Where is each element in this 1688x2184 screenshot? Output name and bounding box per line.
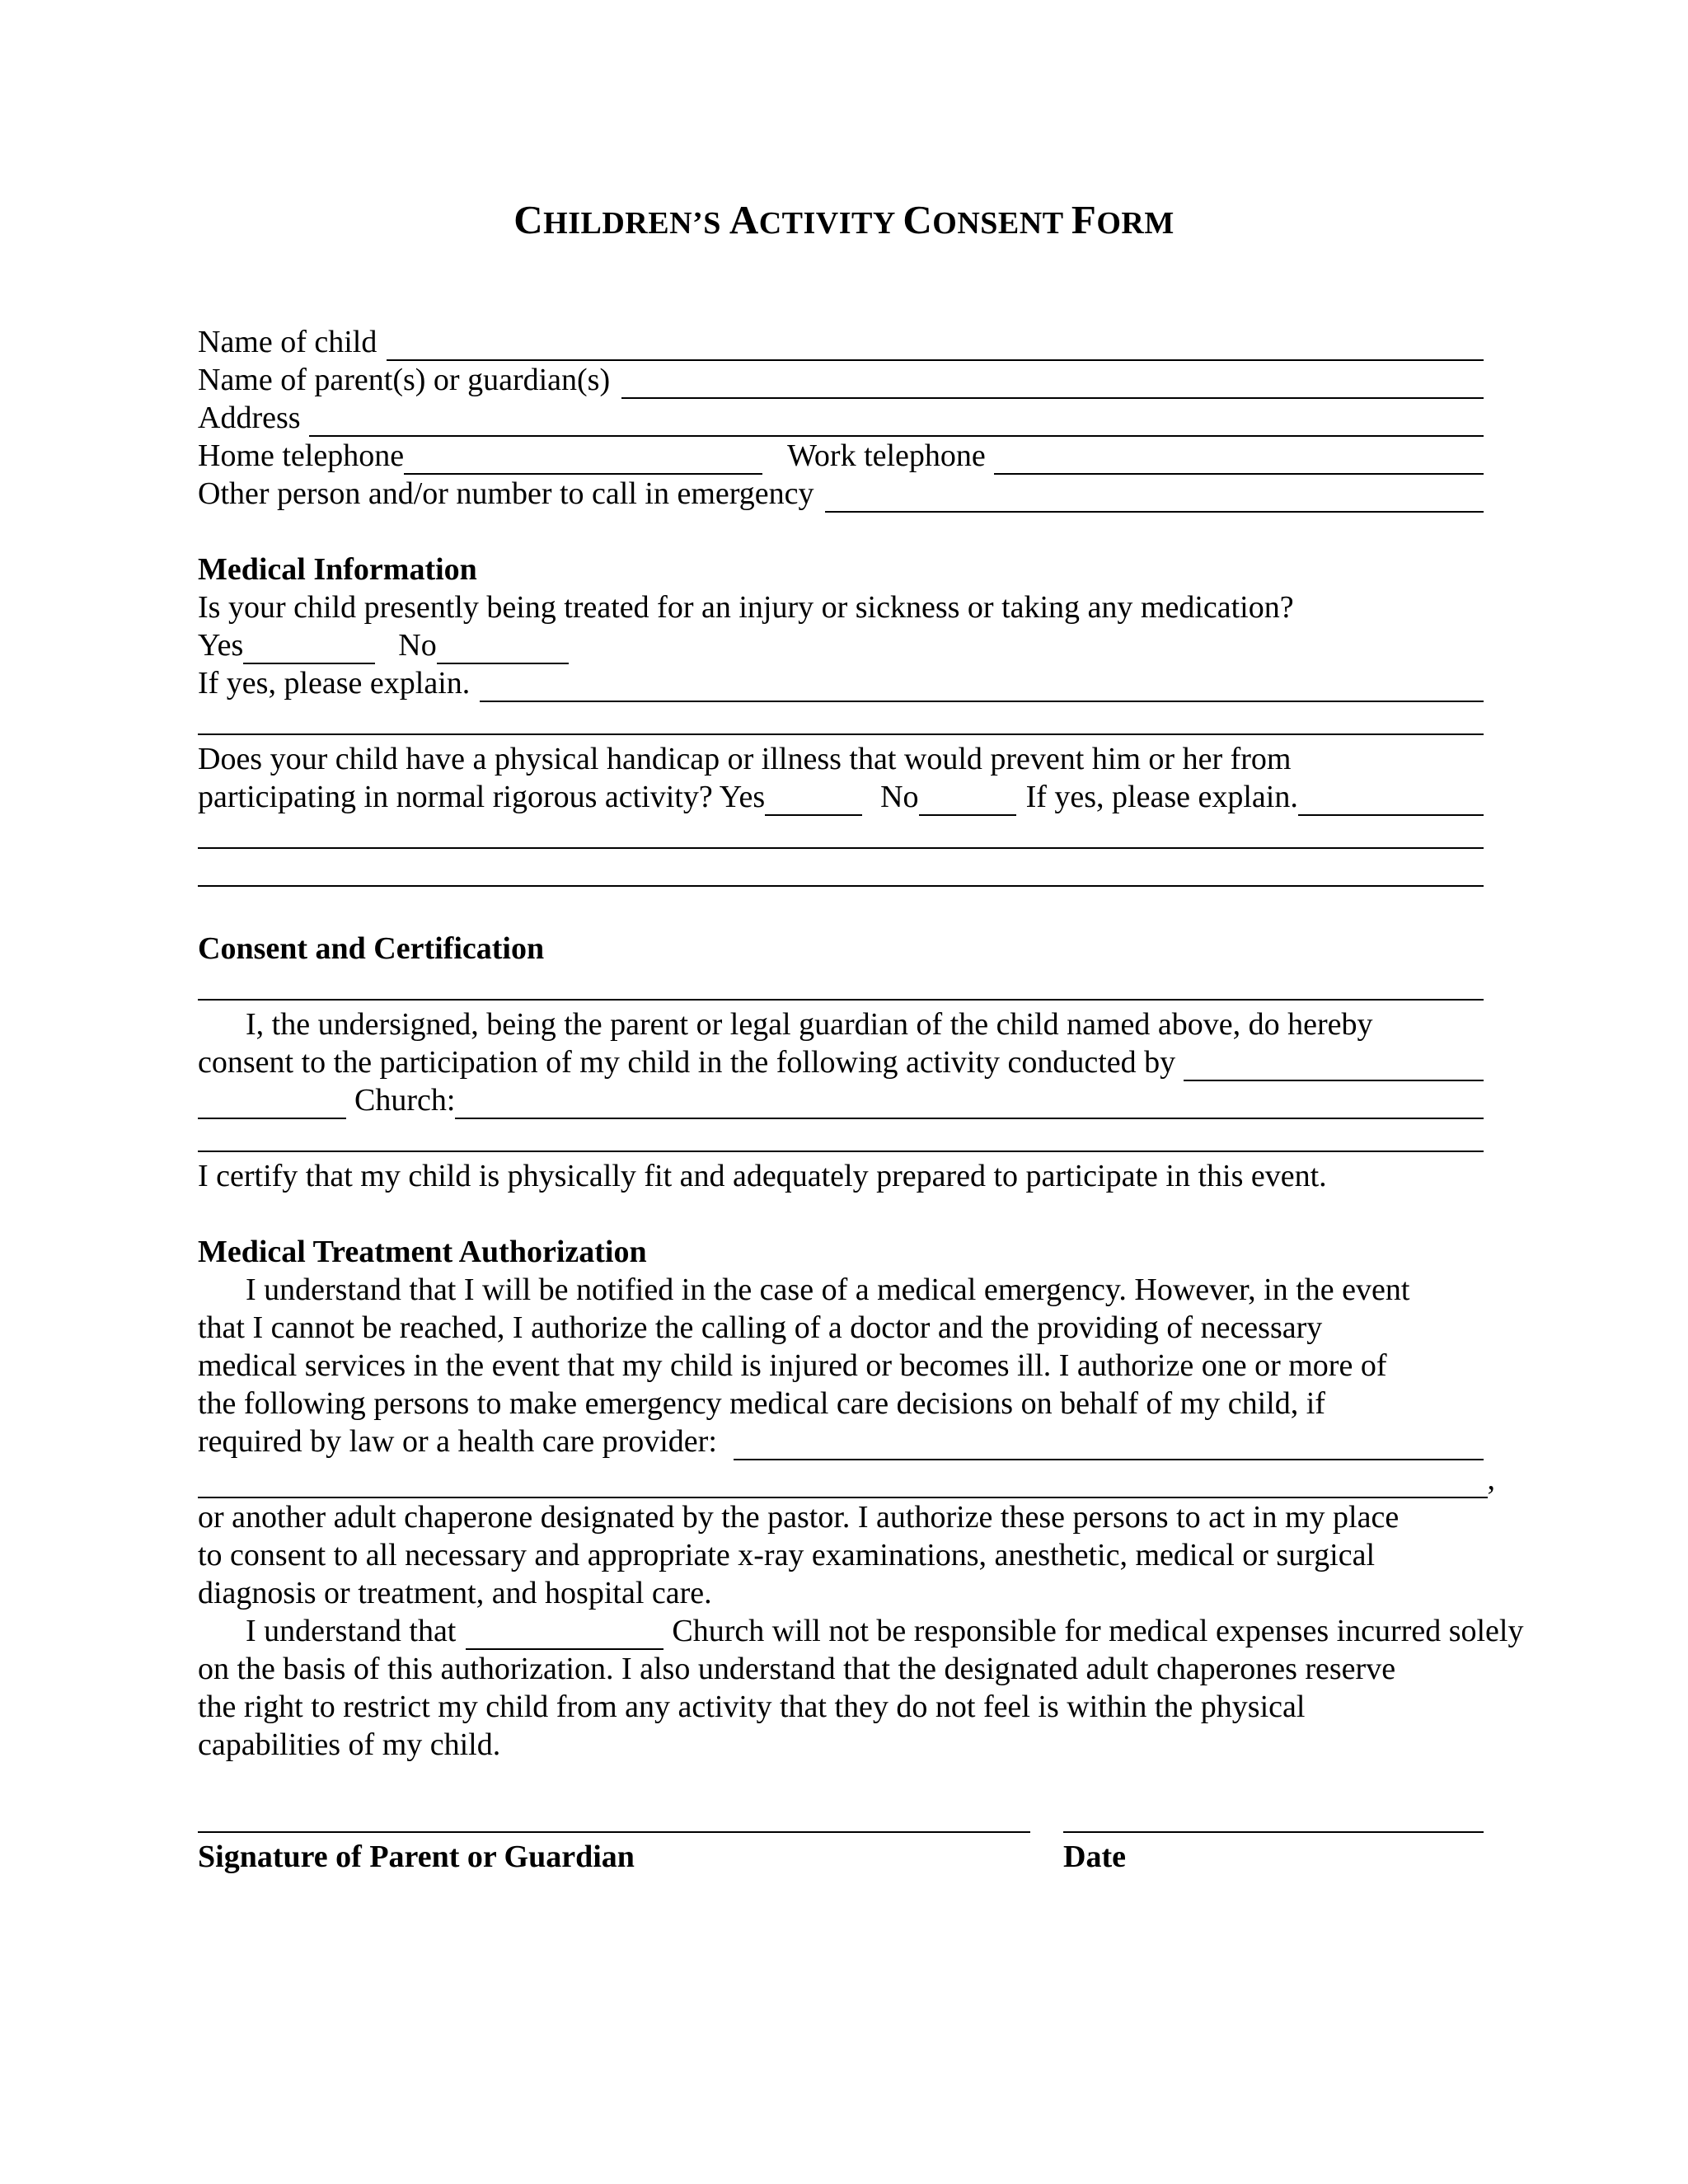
consent-line-2	[198, 1043, 1484, 1081]
explain-label: If yes, please explain.	[198, 666, 471, 701]
treatment-line-12: capabilities of my child.	[198, 1727, 501, 1762]
authorized-persons-row-2	[198, 1460, 1495, 1498]
certify-text: I certify that my child is physically fit and adequately prepared to participate in this event.	[198, 1159, 1327, 1193]
authorized-persons-field-2[interactable]	[198, 1469, 1488, 1498]
treatment-line-1: I understand that I will be notified in the case of a medical emergency. However, in the event	[246, 1272, 1410, 1307]
explain-line-2[interactable]	[198, 732, 1484, 735]
emergency-row	[198, 475, 1484, 513]
church-name-field[interactable]	[198, 1090, 346, 1119]
yes-label: Yes	[198, 628, 244, 663]
treatment-heading: Medical Treatment Authorization	[198, 1235, 647, 1269]
q2-text: participating in normal rigorous activity? Yes	[198, 780, 766, 814]
form-title: CHILDREN’S ACTIVITY CONSENT FORM	[513, 197, 1175, 242]
consent-line-1	[198, 1005, 1484, 1043]
activity-line-2[interactable]	[198, 1149, 1484, 1152]
child-name-field[interactable]	[387, 331, 1484, 361]
treatment-line-4: the following persons to make emergency medical care decisions on behalf of my child, if	[198, 1386, 1325, 1421]
explain-row-1	[198, 664, 1484, 702]
child-name-label: Name of child	[198, 325, 377, 359]
yes-field[interactable]	[243, 635, 375, 664]
consent-heading: Consent and Certification	[198, 931, 545, 966]
date-field[interactable]	[1063, 1831, 1484, 1833]
no-field[interactable]	[437, 635, 569, 664]
q2-explain-label: If yes, please explain.	[1025, 780, 1298, 814]
activity-organizer-field[interactable]	[1184, 1052, 1484, 1081]
consent-separator-line	[198, 997, 1484, 1001]
consent-text-1: I, the undersigned, being the parent or legal guardian of the child named above, do hereby	[246, 1007, 1373, 1042]
parent-name-label: Name of parent(s) or guardian(s)	[198, 363, 611, 397]
church-label: Church:	[354, 1083, 456, 1118]
treatment-line-11: the right to restrict my child from any activity that they do not feel is within the physical	[198, 1690, 1306, 1724]
signature-label: Signature of Parent or Guardian	[198, 1840, 635, 1874]
authorized-persons-field[interactable]	[734, 1431, 1484, 1460]
child-name-row	[198, 323, 1484, 361]
activity-field[interactable]	[455, 1090, 1484, 1119]
treatment-line-8: diagnosis or treatment, and hospital care.	[198, 1576, 712, 1610]
medical-question-2-line1: Does your child have a physical handicap or illness that would prevent him or her from	[198, 742, 1292, 776]
q2-explain-field[interactable]	[1298, 786, 1484, 816]
treatment-line-2: that I cannot be reached, I authorize the calling of a doctor and the providing of necessary	[198, 1310, 1323, 1345]
emergency-label: Other person and/or number to call in emergency	[198, 476, 814, 511]
q2-no-field[interactable]	[919, 786, 1016, 816]
church-name-field-2[interactable]	[466, 1620, 663, 1650]
home-telephone-label: Home telephone	[198, 438, 405, 473]
treatment-line-3: medical services in the event that my child is injured or becomes ill. I authorize one or more of	[198, 1348, 1387, 1383]
yes-no-row	[198, 626, 1484, 664]
consent-text-2: consent to the participation of my child in the following activity conducted by	[198, 1045, 1176, 1080]
q2-explain-line-3[interactable]	[198, 883, 1484, 887]
q2-yes-field[interactable]	[765, 786, 862, 816]
comma: ,	[1487, 1462, 1495, 1497]
treatment-line-10: on the basis of this authorization. I also understand that the designated adult chaperones reserve	[198, 1652, 1396, 1686]
address-field[interactable]	[309, 407, 1484, 437]
medical-info-heading: Medical Information	[198, 552, 477, 587]
treatment-line-5: required by law or a health care provider:	[198, 1422, 1484, 1460]
treatment-line-9: I understand that Church will not be responsible for medical expenses incurred solely	[246, 1614, 1524, 1648]
q2-no-label: No	[880, 780, 919, 814]
telephone-row	[198, 437, 1484, 475]
signature-field[interactable]	[198, 1831, 1030, 1833]
emergency-field[interactable]	[825, 483, 1484, 513]
address-row	[198, 399, 1484, 437]
treatment-line-6: or another adult chaperone designated by the pastor. I authorize these persons to act in my place	[198, 1500, 1400, 1535]
address-label: Address	[198, 401, 301, 435]
treatment-line-7: to consent to all necessary and appropriate x-ray examinations, anesthetic, medical or surgical	[198, 1538, 1376, 1572]
explain-field[interactable]	[480, 673, 1484, 702]
medical-question-1: Is your child presently being treated for an injury or sickness or taking any medication?	[198, 590, 1294, 625]
home-telephone-field[interactable]	[404, 445, 762, 475]
date-label: Date	[1063, 1840, 1126, 1874]
no-label: No	[398, 628, 437, 663]
work-telephone-field[interactable]	[994, 445, 1484, 475]
q2-explain-line-2[interactable]	[198, 846, 1484, 849]
parent-name-row	[198, 361, 1484, 399]
work-telephone-label: Work telephone	[787, 438, 986, 473]
church-row	[198, 1081, 1484, 1119]
medical-question-2-line2	[198, 778, 1484, 816]
parent-name-field[interactable]	[621, 369, 1484, 399]
